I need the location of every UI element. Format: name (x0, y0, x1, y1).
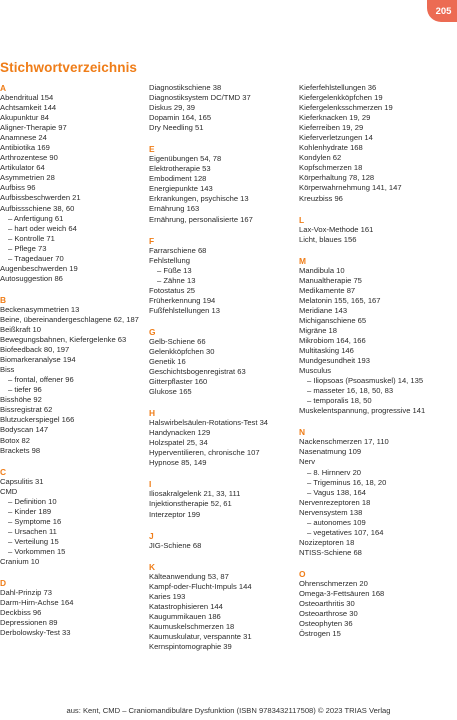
index-entry: Darm-Hirn-Achse 164 (0, 598, 74, 608)
index-entry: Kaugummikauen 186 (149, 611, 221, 621)
index-section-d (0, 578, 140, 638)
index-entry: Kieferverletzungen 14 (299, 133, 373, 143)
index-section-f (149, 236, 289, 316)
index-entry: Ohrenschmerzen 20 (299, 578, 368, 588)
index-subentry: – Symptome 16 (8, 516, 62, 526)
section-letter: G (149, 326, 156, 337)
section-letter: C (0, 466, 7, 477)
index-section-l (299, 215, 449, 245)
index-entry: Geschichtsbogenregistrat 63 (149, 367, 246, 377)
index-entry: Nasenatmung 109 (299, 447, 362, 457)
index-entry: CMD (0, 486, 18, 496)
index-section-k (149, 562, 289, 652)
index-subentry: – temporalis 18, 50 (307, 396, 372, 406)
section-letter: E (149, 144, 155, 155)
index-entry: Erkrankungen, psychische 13 (149, 194, 249, 204)
section-letter: O (299, 568, 306, 579)
index-subentry: – tiefer 96 (8, 385, 42, 395)
section-letter: F (149, 235, 155, 246)
index-subentry: – Iliopsoas (Psoasmuskel) 14, 135 (307, 376, 424, 386)
index-column-2 (149, 83, 289, 652)
index-entry: Kopfschmerzen 18 (299, 163, 363, 173)
index-entry: Osteoarthritis 30 (299, 599, 355, 609)
index-entry: Musculus (299, 366, 332, 376)
index-entry: Biofeedback 80, 197 (0, 345, 70, 355)
index-subentry: – autonomes 109 (307, 517, 366, 527)
index-entry: Kieferknacken 19, 29 (299, 113, 371, 123)
index-entry: Beißkraft 10 (0, 324, 41, 334)
index-entry: Hypnose 85, 149 (149, 458, 207, 468)
index-section-b (0, 295, 140, 456)
index-entry: Handynacken 129 (149, 428, 211, 438)
index-entry: Genetik 16 (149, 356, 186, 366)
index-entry: Farrarschiene 68 (149, 245, 207, 255)
index-subentry: – vegetatives 107, 164 (307, 527, 384, 537)
index-subentry: – Anfertigung 61 (8, 213, 64, 223)
index-section-m (299, 256, 449, 417)
index-subentry: – Vagus 138, 164 (307, 487, 366, 497)
index-entry: Akupunktur 84 (0, 113, 49, 123)
index-section-continued (149, 83, 289, 133)
index-entry: Dopamin 164, 165 (149, 113, 212, 123)
index-entry: Gelb-Schiene 66 (149, 336, 206, 346)
index-entry: Brackets 98 (0, 445, 41, 455)
index-entry: Injektionstherapie 52, 61 (149, 499, 232, 509)
index-entry: Ernährung 163 (149, 204, 200, 214)
section-letter: H (149, 408, 156, 419)
index-entry: Kaumuskulatur, verspannte 31 (149, 631, 252, 641)
index-entry: Kondylen 62 (299, 153, 342, 163)
footer-citation: aus: Kent, CMD – Craniomandibuläre Dysfunktion (ISBN 9783432117508) © 2023 TRIAS Verlag (66, 706, 391, 715)
index-entry: Migräne 18 (299, 325, 337, 335)
section-letter: B (0, 294, 7, 305)
index-section-i (149, 479, 289, 519)
index-entry: Aligner-Therapie 97 (0, 123, 67, 133)
index-entry: Nervenrezeptoren 18 (299, 497, 371, 507)
index-subentry: – Verteilung 15 (8, 536, 59, 546)
index-entry: Kiefergelenkköpfchen 19 (299, 93, 383, 103)
index-entry: Artikulator 64 (0, 163, 45, 173)
index-entry: Biss (0, 365, 15, 375)
index-subentry: – frontal, offener 96 (8, 375, 74, 385)
index-entry: Kohlenhydrate 168 (299, 143, 363, 153)
section-letter: N (299, 427, 306, 438)
index-entry: Bodyscan 147 (0, 425, 49, 435)
index-entry: Beine, übereinandergeschlagene 62, 187 (0, 314, 139, 324)
index-entry: Capsulitis 31 (0, 476, 44, 486)
index-entry: Asymmetrien 28 (0, 173, 55, 183)
index-entry: Kreuzbiss 96 (299, 193, 343, 203)
index-entry: Biomarkeranalyse 194 (0, 355, 76, 365)
index-entry: Abendritual 154 (0, 93, 54, 102)
index-section-continued (299, 83, 449, 204)
index-section-j (149, 531, 289, 551)
index-entry: Antibiotika 169 (0, 143, 50, 153)
index-entry: Botox 82 (0, 435, 30, 445)
section-letter: K (149, 561, 156, 572)
page-number-badge: 205 (427, 0, 457, 22)
index-entry: Bissregistrat 62 (0, 405, 53, 415)
index-entry: Östrogen 15 (299, 629, 341, 639)
index-entry: Katastrophisieren 144 (149, 601, 223, 611)
index-subentry: – hart oder weich 64 (8, 223, 77, 233)
index-subentry: – Zähne 13 (157, 275, 196, 285)
index-entry: Derbolowsky-Test 33 (0, 628, 71, 638)
index-entry: Gitterpflaster 160 (149, 377, 208, 387)
index-entry: Iliosakralgelenk 21, 33, 111 (149, 489, 241, 499)
index-entry: Nozizeptoren 18 (299, 537, 355, 547)
index-section-e (149, 144, 289, 224)
index-entry: Halswirbelsäulen-Rotations-Test 34 (149, 418, 269, 428)
index-entry: Kiefergelenksschmerzen 19 (299, 103, 393, 113)
index-entry: Anamnese 24 (0, 133, 47, 143)
index-entry: Dry Needling 51 (149, 123, 204, 133)
index-subentry: – Kontrolle 71 (8, 233, 55, 243)
index-entry: Körperhaltung 78, 128 (299, 173, 375, 183)
index-subentry: – Trigeminus 16, 18, 20 (307, 477, 387, 487)
index-entry: Karies 193 (149, 591, 186, 601)
index-entry: Körperwahrnehmung 141, 147 (299, 183, 402, 193)
index-entry: Interzeptor 199 (149, 509, 201, 519)
section-letter: D (0, 578, 7, 589)
section-letter: J (149, 530, 154, 541)
index-entry: Aufbiss 96 (0, 183, 36, 193)
index-entry: Lax-Vox-Methode 161 (299, 224, 374, 234)
index-entry: Diagnostikschiene 38 (149, 83, 222, 92)
index-section-n (299, 427, 449, 558)
index-entry: Elektrotherapie 53 (149, 164, 211, 174)
index-entry: Früherkennung 194 (149, 295, 216, 305)
index-entry: Cranium 10 (0, 556, 40, 566)
index-entry: Kernspintomographie 39 (149, 641, 232, 651)
index-entry: Kieferreiben 19, 29 (299, 123, 364, 133)
index-subentry: – Kinder 189 (8, 506, 52, 516)
index-entry: Bewegungsbahnen, Kiefergelenke 63 (0, 335, 127, 345)
index-entry: Autosuggestion 86 (0, 273, 63, 283)
section-letter: I (149, 479, 152, 490)
index-entry: Aufbissbeschwerden 21 (0, 193, 81, 203)
index-entry: Fotostatus 25 (149, 285, 196, 295)
index-subentry: – Definition 10 (8, 496, 57, 506)
index-entry: Augenbeschwerden 19 (0, 263, 78, 273)
index-entry: Nerv (299, 457, 316, 467)
index-subentry: – masseter 16, 18, 50, 83 (307, 386, 394, 396)
index-subentry: – Pflege 73 (8, 243, 47, 253)
index-entry: Fußfehlstellungen 13 (149, 305, 220, 315)
index-entry: Energiepunkte 143 (149, 184, 213, 194)
index-entry: Manualtherapie 75 (299, 275, 362, 285)
index-entry: Embodiment 128 (149, 174, 207, 184)
index-entry: Gelenkköpfchen 30 (149, 346, 215, 356)
index-entry: Nervensystem 138 (299, 507, 363, 517)
index-entry: Kälteanwendung 53, 87 (149, 571, 229, 581)
index-subentry: – Vorkommen 15 (8, 546, 66, 556)
index-entry: Beckenasymmetrien 13 (0, 304, 80, 314)
index-section-h (149, 408, 289, 468)
index-entry: Aufbissschiene 38, 60 (0, 203, 75, 213)
index-subentry: – Ursachen 11 (8, 526, 57, 536)
index-column-3 (299, 83, 449, 639)
index-entry: Achtsamkeit 144 (0, 103, 57, 113)
index-entry: Licht, blaues 156 (299, 234, 357, 244)
index-entry: Arthrozentese 90 (0, 153, 58, 163)
index-entry: Ernährung, personalisierte 167 (149, 214, 253, 224)
index-section-g (149, 327, 289, 397)
index-section-o (299, 569, 449, 639)
index-entry: Bisshöhe 92 (0, 395, 42, 405)
section-letter: M (299, 255, 306, 266)
index-entry: Osteophyten 36 (299, 619, 353, 629)
section-letter: L (299, 214, 305, 225)
index-entry: Muskelentspannung, progressive 141 (299, 406, 426, 416)
index-entry: Osteoarthrose 30 (299, 609, 358, 619)
index-entry: Kaumuskelschmerzen 18 (149, 621, 235, 631)
index-entry: Diagnostiksystem DC/TMD 37 (149, 93, 251, 103)
index-entry: Depressionen 89 (0, 618, 58, 628)
index-entry: JIG-Schiene 68 (149, 540, 202, 550)
index-entry: Eigenübungen 54, 78 (149, 154, 222, 164)
index-entry: Omega-3-Fettsäuren 168 (299, 588, 385, 598)
index-entry: Multitasking 146 (299, 346, 354, 356)
index-subentry: – Tragedauer 70 (8, 253, 64, 263)
page-title: Stichwortverzeichnis (0, 60, 138, 75)
index-subentry: – 8. Hirnnerv 20 (307, 467, 362, 477)
index-entry: Mundgesundheit 193 (299, 356, 370, 366)
index-entry: Michiganschiene 65 (299, 315, 367, 325)
index-entry: NTISS-Schiene 68 (299, 547, 362, 557)
index-section-a (0, 83, 140, 284)
index-entry: Diskus 29, 39 (149, 103, 196, 113)
index-entry: Holzspatel 25, 34 (149, 438, 208, 448)
index-entry: Melatonin 155, 165, 167 (299, 295, 381, 305)
index-entry: Fehlstellung (149, 255, 190, 265)
index-section-c (0, 467, 140, 567)
index-entry: Kampf-oder-Flucht-Impuls 144 (149, 581, 252, 591)
index-entry: Deckbiss 96 (0, 608, 42, 618)
section-letter: A (0, 83, 7, 93)
index-entry: Dahl-Prinzip 73 (0, 588, 52, 598)
index-entry: Hyperventilieren, chronische 107 (149, 448, 260, 458)
index-entry: Medikamente 87 (299, 285, 356, 295)
index-entry: Meridiane 143 (299, 305, 348, 315)
index-entry: Kieferfehlstellungen 36 (299, 83, 377, 92)
index-entry: Nackenschmerzen 17, 110 (299, 437, 389, 447)
index-entry: Glukose 165 (149, 387, 192, 397)
index-entry: Mikrobiom 164, 166 (299, 335, 366, 345)
index-column-1 (0, 83, 140, 638)
index-entry: Blutzuckerspiegel 166 (0, 415, 75, 425)
index-subentry: – Füße 13 (157, 265, 192, 275)
index-entry: Mandibula 10 (299, 265, 345, 275)
